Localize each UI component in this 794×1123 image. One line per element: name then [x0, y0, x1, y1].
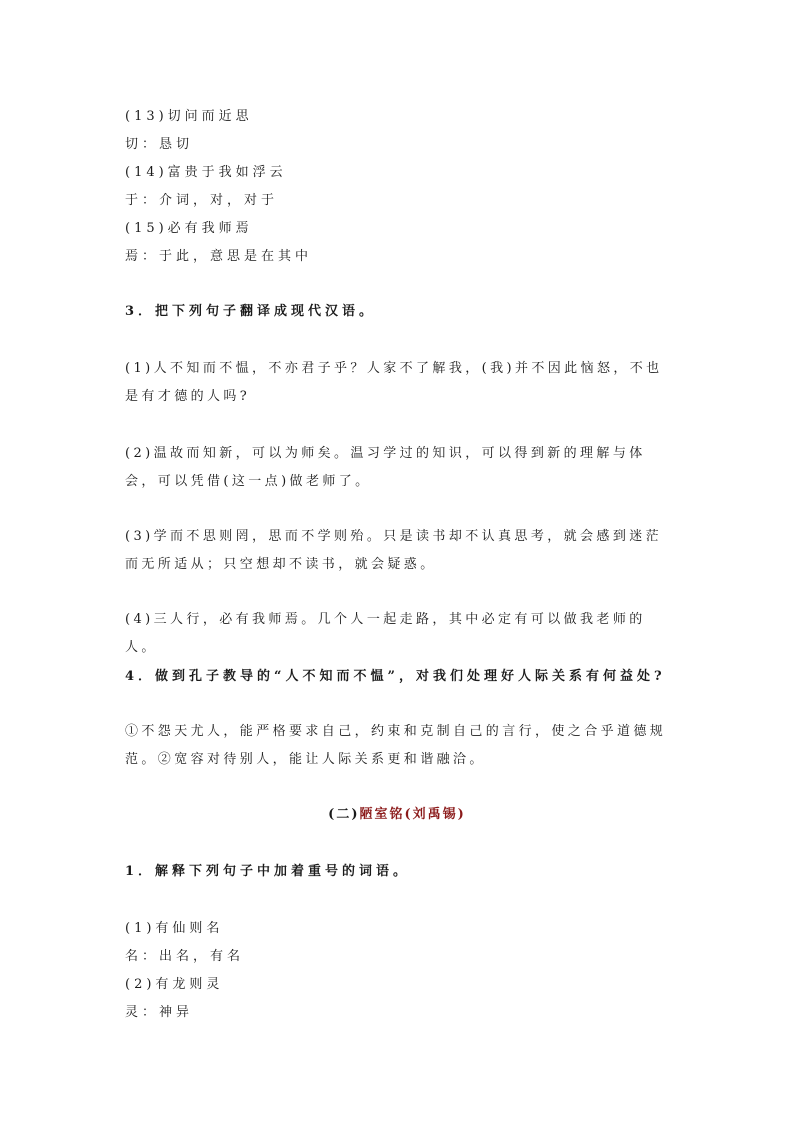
answer-4: ①不怨天尤人，能严格要求自己，约束和克制自己的言行，使之合乎道德规范。②宽容对待别人，能让人际关系更和谐融洽。	[125, 724, 667, 767]
item-15: (15)必有我师焉	[125, 221, 253, 236]
question-4-heading: 4．做到孔子教导的“人不知而不愠”，对我们处理好人际关系有何益处?	[125, 669, 666, 684]
answer-15: 焉：于此，意思是在其中	[125, 249, 313, 264]
section-title-text: 陋室铭	[359, 807, 405, 822]
item-2: (2)有龙则灵	[125, 977, 224, 992]
translation-2: (2)温故而知新，可以为师矣。温习学过的知识，可以得到新的理解与体会，可以凭借(这一点)做老师了。	[125, 446, 646, 489]
answer-2: 灵：神异	[125, 1005, 194, 1020]
answer-1: 名：出名，有名	[125, 949, 245, 964]
answer-14: 于：介词，对，对于	[125, 193, 279, 208]
translation-1: (1)人不知而不愠，不亦君子乎？人家不了解我，(我)并不因此恼怒，不也是有才德的人吗?	[125, 361, 663, 404]
question-1-heading: 1．解释下列句子中加着重号的词语。	[125, 864, 411, 879]
answer-13: 切：恳切	[125, 137, 194, 152]
item-13: (13)切问而近思	[125, 109, 253, 124]
item-1: (1)有仙则名	[125, 921, 224, 936]
question-3-heading: 3．把下列句子翻译成现代汉语。	[125, 304, 377, 319]
section-title	[0, 806, 794, 824]
section-prefix: (二)	[328, 807, 360, 822]
translation-3: (3)学而不思则罔，思而不学则殆。只是读书却不认真思考，就会感到迷茫而无所适从；只空想却不读书，就会疑惑。	[125, 529, 663, 572]
section-author: (刘禹锡)	[404, 807, 466, 822]
item-14: (14)富贵于我如浮云	[125, 165, 287, 180]
translation-4: (4)三人行，必有我师焉。几个人一起走路，其中必定有可以做我老师的人。	[125, 612, 646, 655]
